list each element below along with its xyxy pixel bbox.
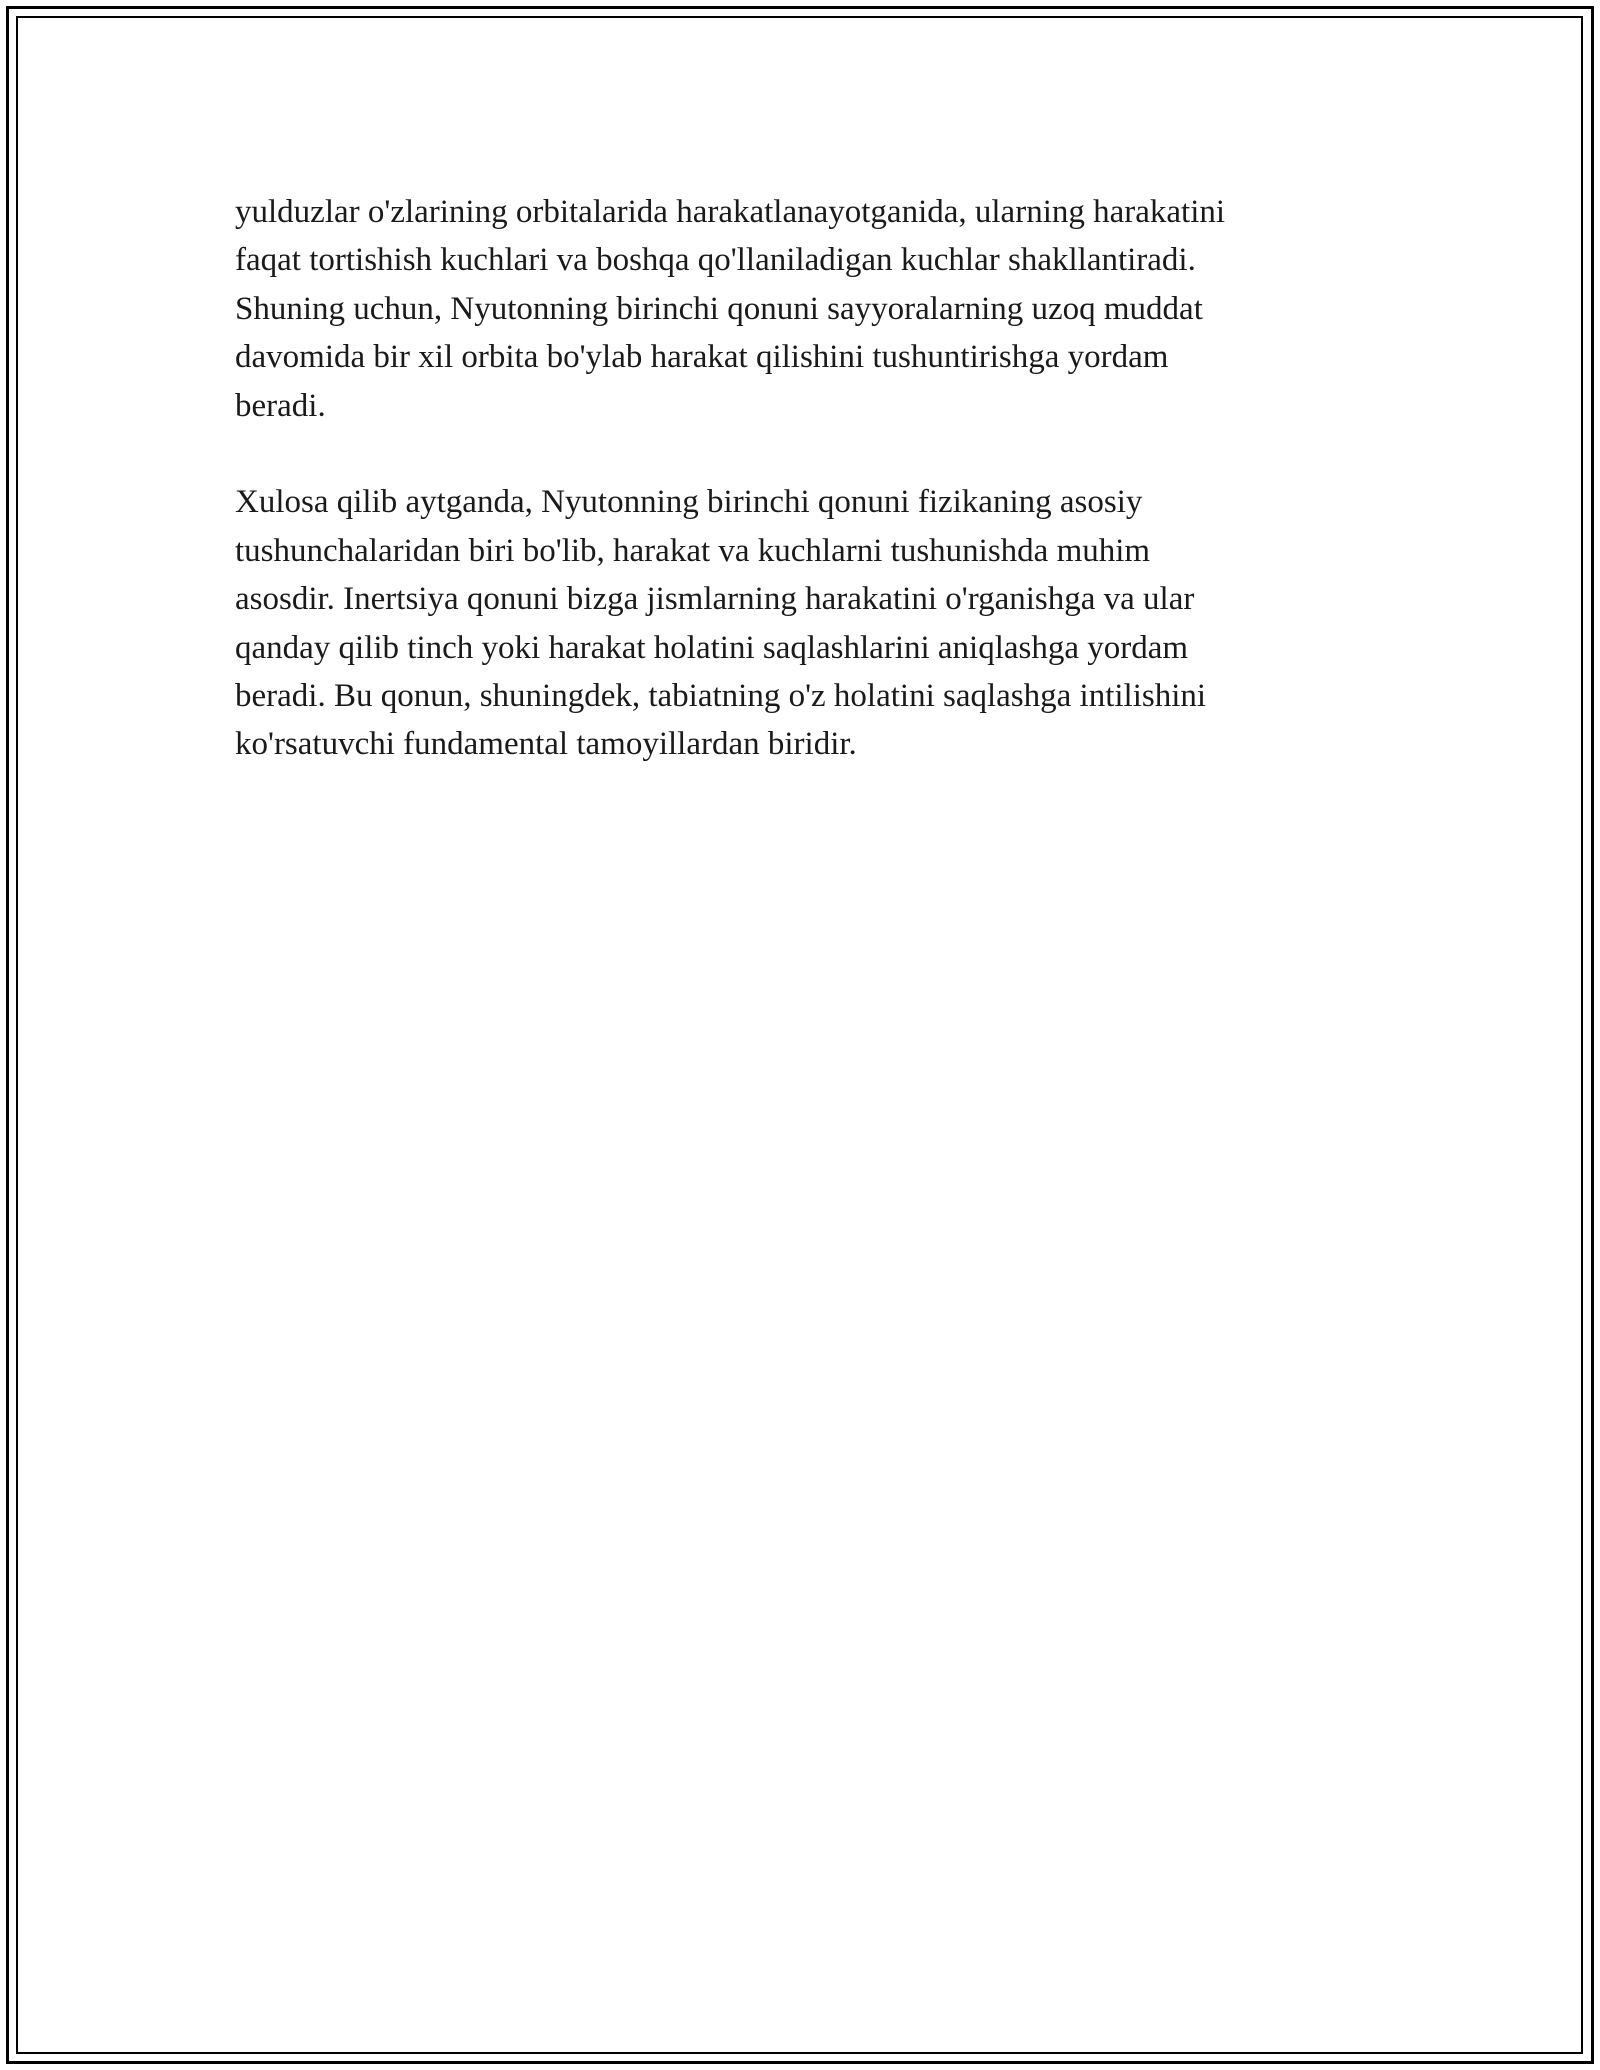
paragraph-line: faqat tortishish kuchlari va boshqa qo'llaniladigan kuchlar shakllantiradi. — [235, 242, 1196, 279]
paragraph-line: qanday qilib tinch yoki harakat holatini saqlashlarini aniqlashga yordam — [235, 629, 1189, 666]
paragraph-2 — [235, 478, 1365, 768]
paragraph-line: beradi. — [235, 387, 326, 424]
paragraph-line: Shuning uchun, Nyutonning birinchi qonuni sayyoralarning uzoq muddat — [235, 290, 1203, 327]
paragraph-line: beradi. Bu qonun, shuningdek, tabiatning o'z holatini saqlashga intilishini — [235, 678, 1207, 715]
paragraph-line: davomida bir xil orbita bo'ylab harakat qilishini tushuntirishga yordam — [235, 339, 1169, 376]
paragraph-line: tushunchalaridan biri bo'lib, harakat va kuchlarni tushunishda muhim — [235, 532, 1151, 569]
paragraph-line: ko'rsatuvchi fundamental tamoyillardan biridir. — [235, 726, 857, 763]
paragraph-line: yulduzlar o'zlarining orbitalarida harakatlanayotganida, ularning harakatini — [235, 194, 1226, 230]
paragraph-line: Xulosa qilib aytganda, Nyutonning birinchi qonuni fizikaning asosiy — [235, 484, 1143, 521]
paragraph-line: asosdir. Inertsiya qonuni bizga jismlarning harakatini o'rganishga va ular — [235, 581, 1195, 618]
document-body — [235, 188, 1365, 817]
paragraph-1 — [235, 188, 1365, 430]
